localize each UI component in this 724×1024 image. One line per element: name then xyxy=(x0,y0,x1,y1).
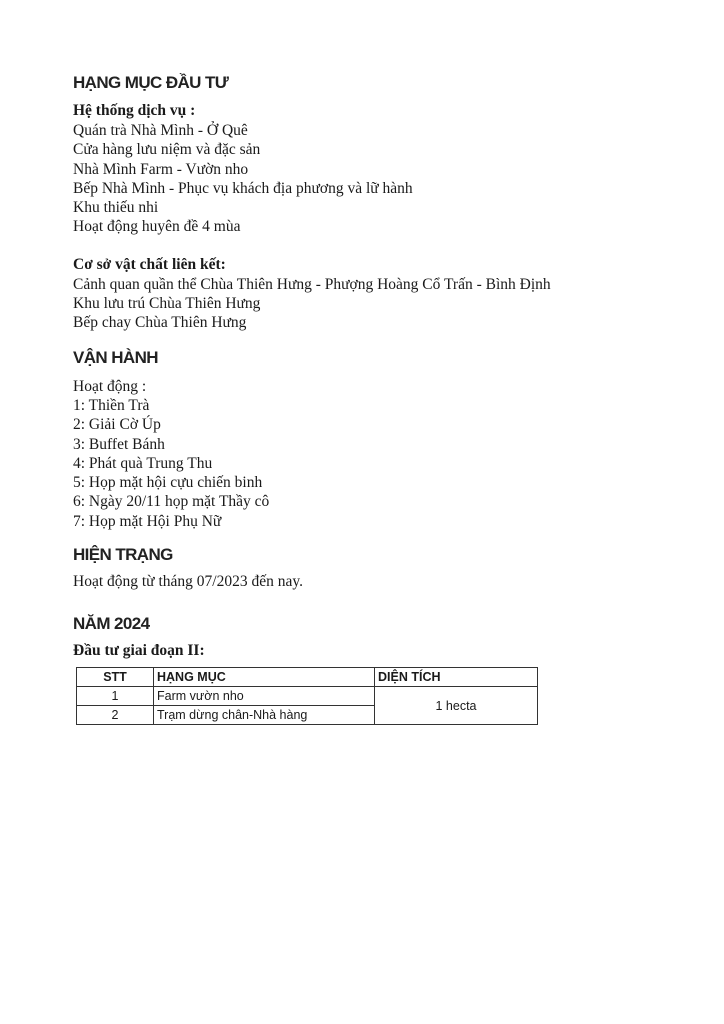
activity-item: 4: Phát quà Trung Thu xyxy=(73,454,213,472)
phase-title: Đầu tư giai đoạn II: xyxy=(73,642,205,660)
operation-section xyxy=(73,347,693,531)
activity-item: 6: Ngày 20/11 họp mặt Thầy cô xyxy=(73,493,270,511)
facility-item: Khu lưu trú Chùa Thiên Hưng xyxy=(73,295,261,313)
facilities-block xyxy=(73,255,693,333)
service-item: Bếp Nhà Mình - Phục vụ khách địa phương và lữ hành xyxy=(73,179,413,197)
row-item: Trạm dừng chân-Nhà hàng xyxy=(154,706,375,725)
status-section xyxy=(73,544,693,591)
activity-item: 7: Họp mặt Hội Phụ Nữ xyxy=(73,512,222,530)
year-2024-section xyxy=(73,613,693,725)
header-area: DIỆN TÍCH xyxy=(375,668,538,687)
status-heading: HIỆN TRẠNG xyxy=(73,545,173,565)
service-item: Khu thiếu nhi xyxy=(73,199,159,217)
service-item: Hoạt động huyên đề 4 mùa xyxy=(73,218,241,236)
header-stt: STT xyxy=(77,668,154,687)
services-list xyxy=(73,121,693,237)
activity-item: 3: Buffet Bánh xyxy=(73,435,165,453)
services-title: Hệ thống dịch vụ : xyxy=(73,102,196,119)
row-item: Farm vườn nho xyxy=(154,687,375,706)
activity-item: 1: Thiền Trà xyxy=(73,396,150,414)
activity-item: 2: Giải Cờ Úp xyxy=(73,416,161,434)
document-page xyxy=(73,72,693,725)
table-header-row xyxy=(77,668,538,687)
operation-heading: VẬN HÀNH xyxy=(73,347,158,367)
service-item: Nhà Mình Farm - Vườn nho xyxy=(73,160,249,178)
service-item: Quán trà Nhà Mình - Ở Quê xyxy=(73,122,248,139)
service-item: Cửa hàng lưu niệm và đặc sản xyxy=(73,141,261,159)
investment-table xyxy=(76,667,538,725)
area-cell: 1 hecta xyxy=(375,687,538,725)
investment-section xyxy=(73,72,693,333)
header-item: HẠNG MỤC xyxy=(154,668,375,687)
status-text: Hoạt động từ tháng 07/2023 đến nay. xyxy=(73,573,303,591)
activity-item: 5: Họp mặt hội cựu chiến binh xyxy=(73,474,263,492)
row-stt: 2 xyxy=(77,706,154,725)
facility-item: Bếp chay Chùa Thiên Hưng xyxy=(73,314,247,332)
activities-title: Hoạt động : xyxy=(73,377,147,395)
year-2024-heading: NĂM 2024 xyxy=(73,614,150,634)
row-stt: 1 xyxy=(77,687,154,706)
table-row xyxy=(77,687,538,706)
investment-heading: HẠNG MỤC ĐẦU TƯ xyxy=(73,73,229,92)
facility-item: Cảnh quan quần thể Chùa Thiên Hưng - Phượng Hoàng Cổ Trấn - Bình Định xyxy=(73,275,551,293)
facilities-title: Cơ sở vật chất liên kết: xyxy=(73,255,226,273)
